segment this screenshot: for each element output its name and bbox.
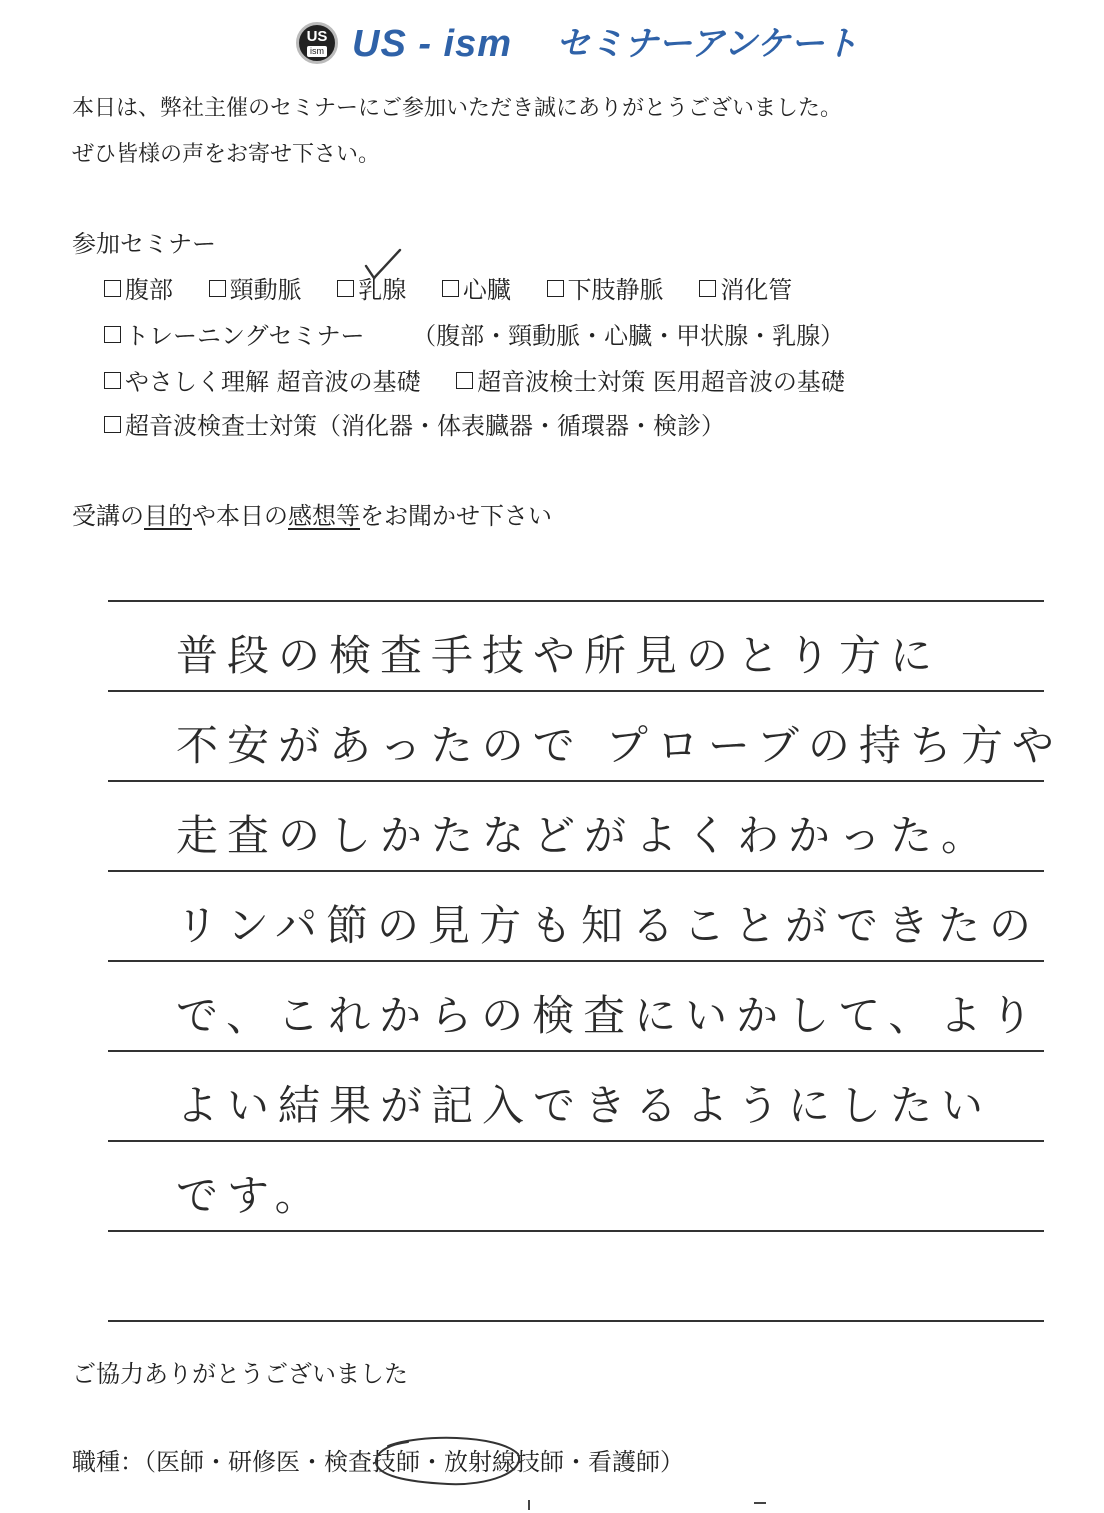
brand-name: US - ism: [352, 23, 513, 65]
checkbox[interactable]: [456, 372, 473, 389]
occupation-selected[interactable]: 検査技師: [324, 1448, 420, 1476]
seminar-row-1: [104, 274, 792, 306]
logo-text-bottom: ism: [307, 46, 327, 57]
logo-text-top: US: [306, 28, 328, 45]
training-detail: （腹部・頸動脈・心臓・甲状腺・乳腺）: [412, 322, 845, 350]
seminar-option-carotid[interactable]: 頸動脈: [209, 276, 302, 304]
answer-line: [108, 1050, 1044, 1052]
intro-line-1: 本日は、弊社主催のセミナーにご参加いただき誠にありがとうございました。: [72, 96, 843, 121]
hand-drawn-circle: [368, 1432, 528, 1496]
handwritten-line-4: リンパ節の見方も知ることができたの: [176, 901, 1041, 950]
answer-line: [108, 780, 1044, 782]
handwritten-line-7: です。: [176, 1171, 326, 1220]
seminar-row-3: [104, 366, 845, 398]
seminar-option-exam-prep[interactable]: 超音波検士対策 医用超音波の基礎: [456, 368, 845, 396]
seminar-option-basics[interactable]: やさしく理解 超音波の基礎: [104, 368, 421, 396]
occupation-suffix: ・放射線技師・看護師）: [420, 1448, 684, 1476]
intro-line-2: ぜひ皆様の声をお寄せ下さい。: [72, 142, 381, 167]
seminar-row-4: [104, 410, 725, 442]
answer-line: [108, 600, 1044, 602]
checkbox[interactable]: [699, 280, 716, 297]
seminar-option-breast[interactable]: 乳腺: [337, 276, 406, 304]
seminar-option-abdomen[interactable]: 腹部: [104, 276, 173, 304]
handwritten-line-1: 普段の検査手技や所見のとり方に: [176, 631, 942, 680]
handwritten-line-5: で、これからの検査にいかして、より: [176, 991, 1042, 1040]
thanks-message: ご協力ありがとうございました: [72, 1360, 408, 1388]
checkbox[interactable]: [442, 280, 459, 297]
answer-line: [108, 960, 1044, 962]
handwritten-line-3: 走査のしかたなどがよくわかった。: [176, 811, 993, 860]
survey-header: [0, 18, 1104, 70]
underlined-impressions: 感想等: [288, 502, 360, 530]
checkbox[interactable]: [104, 280, 121, 297]
seminar-option-leg-vein[interactable]: 下肢静脈: [547, 276, 664, 304]
answer-line: [108, 1230, 1044, 1232]
checkbox[interactable]: [104, 326, 121, 343]
checkbox[interactable]: [104, 416, 121, 433]
answer-line: [108, 870, 1044, 872]
handwritten-line-6: よい結果が記入できるようにしたい: [176, 1081, 993, 1130]
stray-mark: [754, 1502, 766, 1504]
answer-line: [108, 1320, 1044, 1322]
answer-line: [108, 690, 1044, 692]
checkbox[interactable]: [104, 372, 121, 389]
checkmark-icon: [360, 248, 408, 288]
checkbox-checked[interactable]: [337, 280, 354, 297]
feedback-prompt: 受講の目的や本日の感想等をお聞かせ下さい: [72, 502, 552, 530]
seminar-row-2: [104, 320, 844, 352]
us-ism-logo: [296, 22, 338, 64]
seminar-option-examiner-prep[interactable]: 超音波検査士対策（消化器・体表臓器・循環器・検診）: [104, 412, 725, 440]
handwritten-line-2: 不安があったので プローブの持ち方や: [176, 721, 1063, 770]
seminar-option-digestive[interactable]: 消化管: [699, 276, 792, 304]
seminar-option-training[interactable]: トレーニングセミナー: [104, 322, 365, 350]
checkbox[interactable]: [547, 280, 564, 297]
checkbox[interactable]: [209, 280, 226, 297]
underlined-purpose: 目的: [144, 502, 192, 530]
answer-line: [108, 1140, 1044, 1142]
stray-mark: [528, 1500, 530, 1510]
seminar-option-heart[interactable]: 心臓: [442, 276, 511, 304]
seminar-section-label: 参加セミナー: [72, 230, 216, 258]
survey-title: セミナーアンケート: [556, 24, 859, 64]
occupation-prefix: 職種：（医師・研修医・: [72, 1448, 324, 1476]
